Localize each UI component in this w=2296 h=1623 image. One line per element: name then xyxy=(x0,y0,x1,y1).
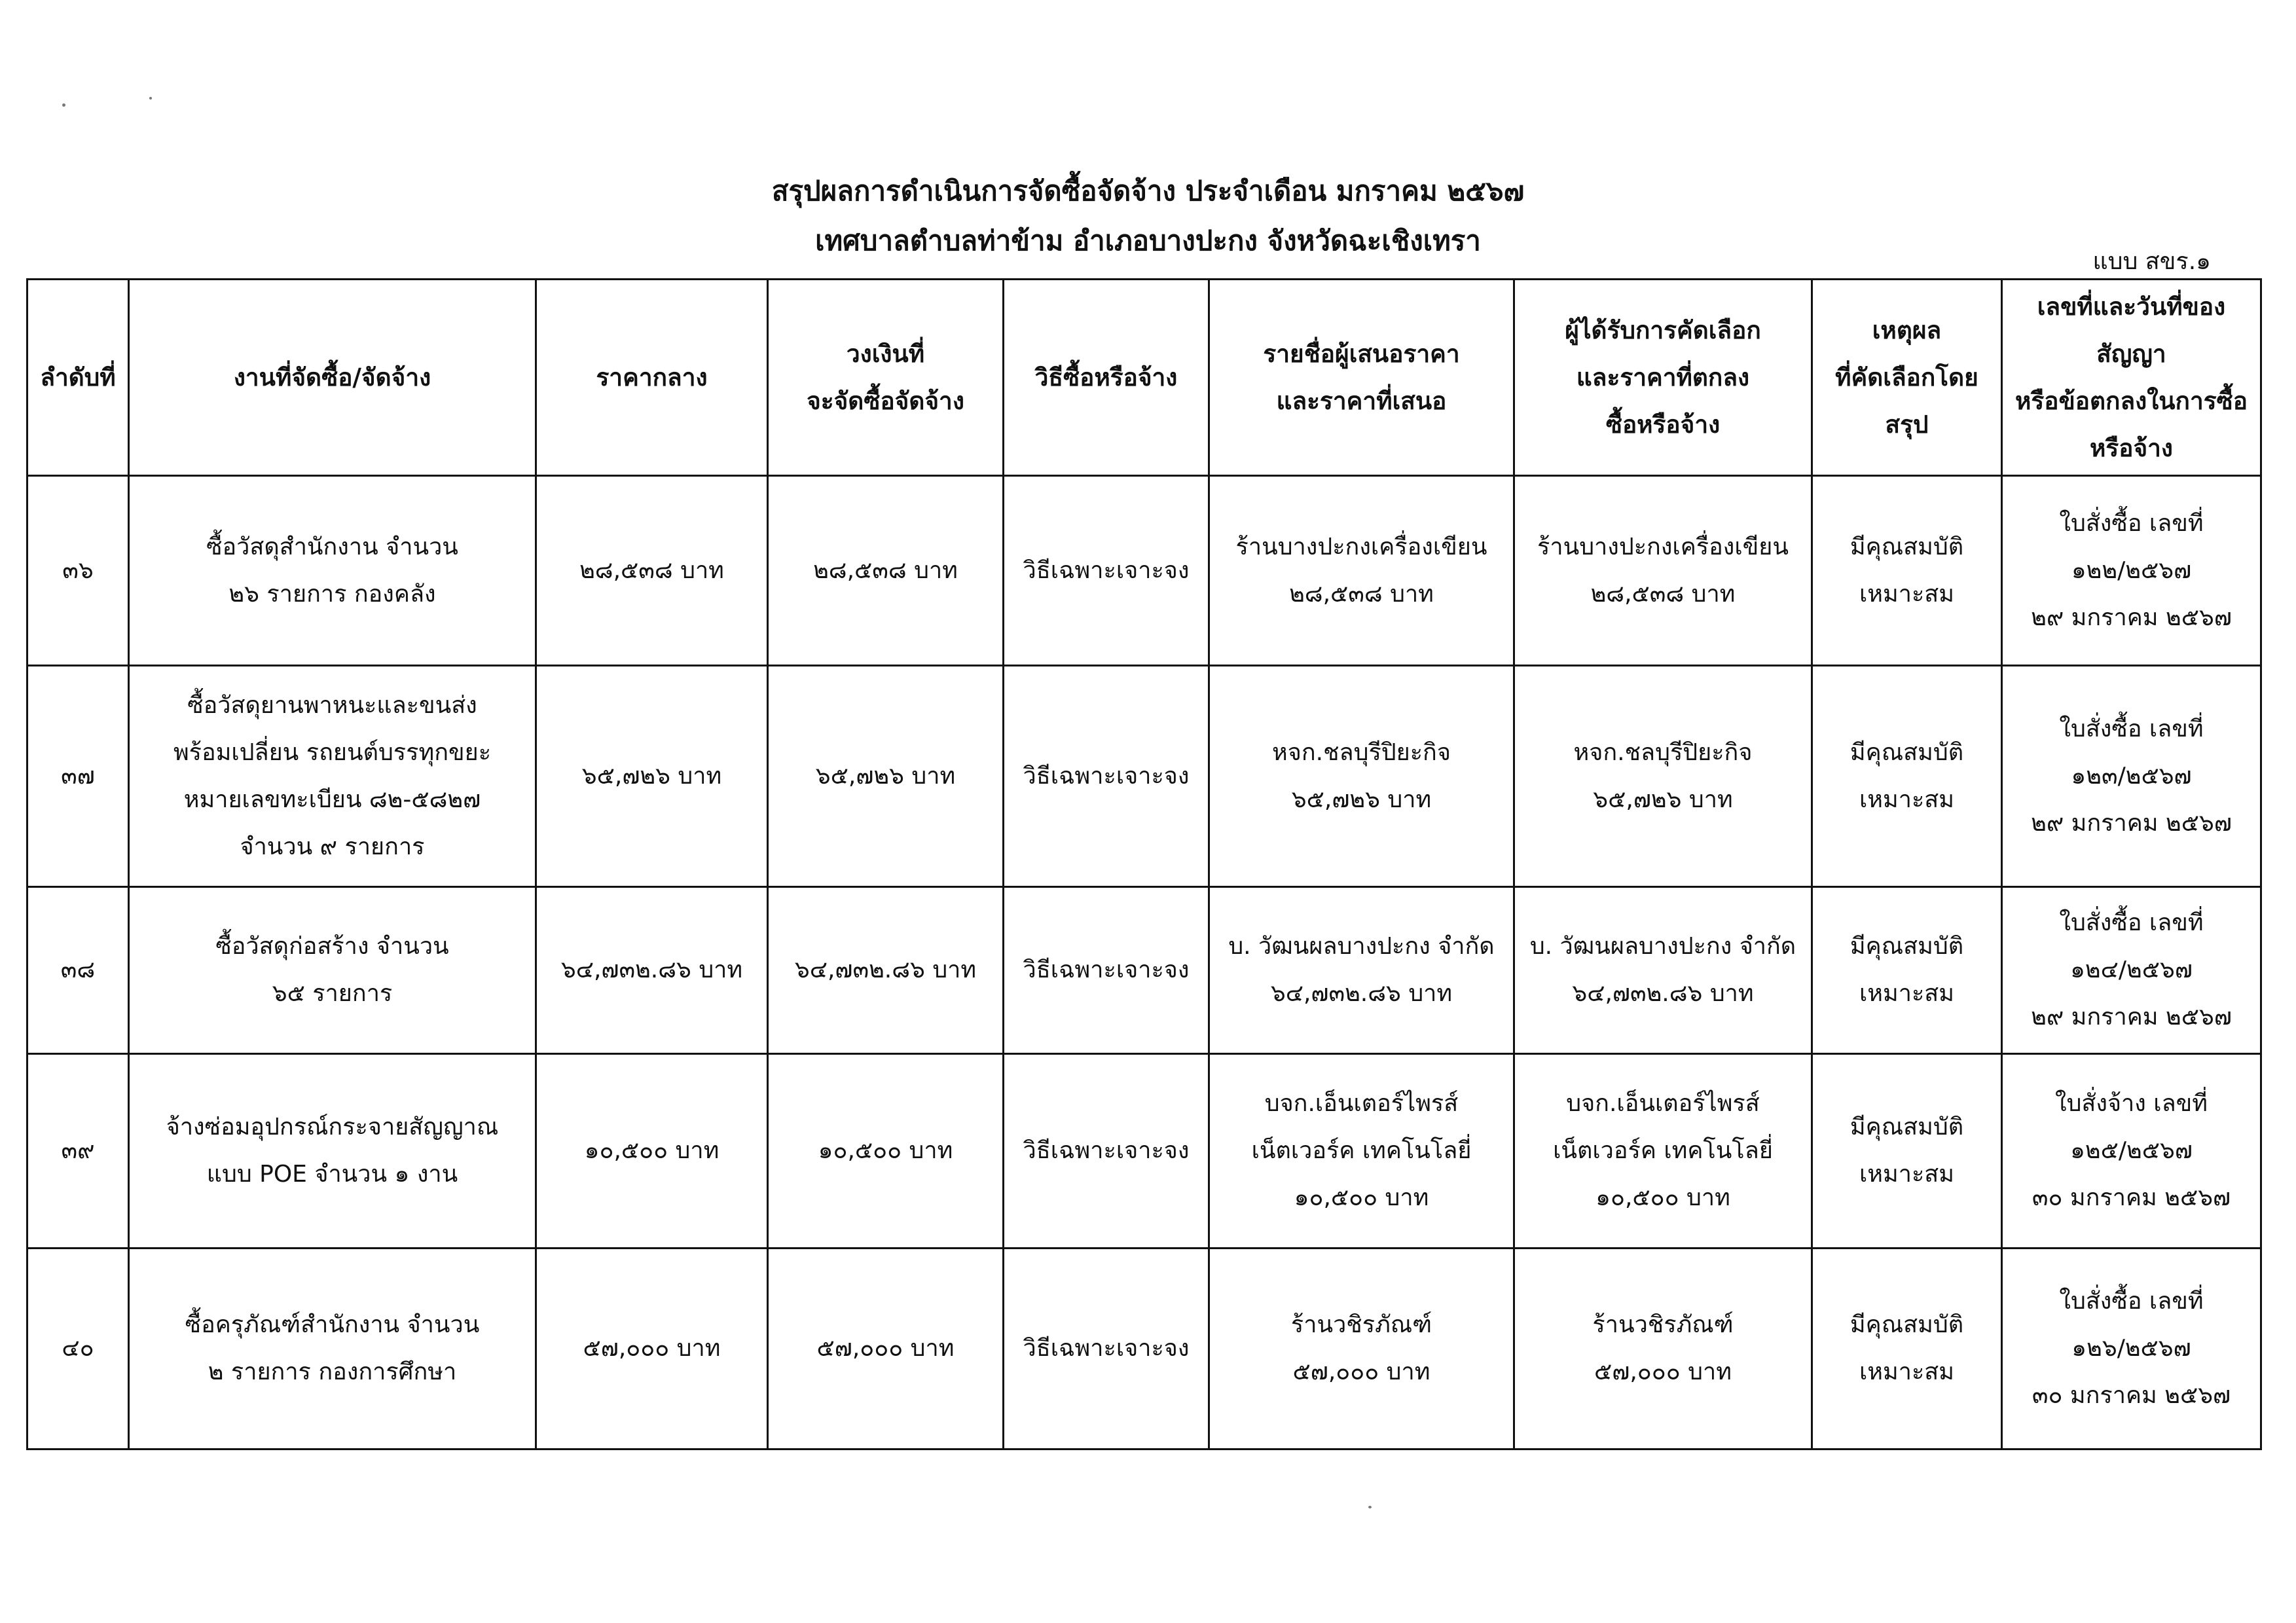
cell-line: ร้านบางปะกงเครื่องเขียน xyxy=(1537,533,1789,560)
cell-line: พร้อมเปลี่ยน รถยนต์บรรทุกขยะ xyxy=(173,739,492,766)
cell-line: หมายเลขทะเบียน ๘๒-๕๘๒๗ xyxy=(183,786,481,813)
cell-line: ๒๙ มกราคม ๒๕๖๗ xyxy=(2031,1004,2232,1030)
cell-line: เหมาะสม xyxy=(1859,580,1955,608)
header-line: สัญญา xyxy=(2096,339,2166,368)
table-row xyxy=(27,887,2261,1054)
contract-reference xyxy=(2002,1249,2261,1450)
selected-vendor xyxy=(1514,887,1812,1054)
procurement-method: วิธีเฉพาะเจาะจง xyxy=(1004,666,1209,887)
row-number: ๔๐ xyxy=(27,1249,129,1450)
header-line: เลขที่และวันที่ของ xyxy=(2037,292,2226,321)
contract-reference xyxy=(2002,666,2261,887)
cell-line: ๒๙ มกราคม ๒๕๖๗ xyxy=(2031,809,2232,837)
table-row xyxy=(27,1249,2261,1450)
cell-line: มีคุณสมบัติ xyxy=(1850,1311,1964,1338)
document-title: สรุปผลการดำเนินการจัดซื้อจัดจ้าง ประจำเดือน มกราคม ๒๕๖๗ xyxy=(771,175,1525,207)
cell-line: ๒๘,๕๓๘ บาท xyxy=(1590,580,1736,608)
row-number: ๓๗ xyxy=(27,666,129,887)
median-price: ๒๘,๕๓๘ บาท xyxy=(536,476,768,666)
selected-vendor xyxy=(1514,1249,1812,1450)
header-line: ผู้ได้รับการคัดเลือก xyxy=(1565,316,1761,344)
cell-line: ร้านวชิรภัณฑ์ xyxy=(1290,1311,1432,1338)
scan-speck xyxy=(149,97,152,100)
cell-line: บจก.เอ็นเตอร์ไพรส์ xyxy=(1264,1090,1459,1117)
cell-line: เน็ตเวอร์ค เทคโนโลยี่ xyxy=(1553,1137,1773,1164)
header-line: ซื้อหรือจ้าง xyxy=(1605,410,1721,439)
median-price: ๕๗,๐๐๐ บาท xyxy=(536,1249,768,1450)
row-number: ๓๘ xyxy=(27,887,129,1054)
header-contract xyxy=(2002,280,2261,476)
header-line: สรุป xyxy=(1885,410,1929,439)
table-row xyxy=(27,666,2261,887)
cell-line: ๖๕ รายการ xyxy=(272,980,393,1007)
cell-line: หจก.ชลบุรีปิยะกิจ xyxy=(1573,739,1753,766)
cell-line: ๓๐ มกราคม ๒๕๖๗ xyxy=(2032,1382,2231,1409)
bidders xyxy=(1209,1249,1514,1450)
contract-reference xyxy=(2002,476,2261,666)
cell-line: ซื้อวัสดุก่อสร้าง จำนวน xyxy=(215,933,449,960)
median-price: ๖๔,๗๓๒.๘๖ บาท xyxy=(536,887,768,1054)
selection-reason xyxy=(1812,1054,2002,1249)
table-row xyxy=(27,1054,2261,1249)
header-line: จะจัดซื้อจัดจ้าง xyxy=(807,386,964,415)
cell-line: ๑๒๕/๒๕๖๗ xyxy=(2070,1137,2193,1164)
cell-line: มีคุณสมบัติ xyxy=(1850,1114,1964,1140)
cell-line: ร้านวชิรภัณฑ์ xyxy=(1592,1311,1734,1338)
header-line: รายชื่อผู้เสนอราคา xyxy=(1263,339,1460,368)
cell-line: ๑๒๖/๒๕๖๗ xyxy=(2071,1335,2191,1362)
cell-line: บ. วัฒนผลบางปะกง จำกัด xyxy=(1529,933,1796,960)
selected-vendor xyxy=(1514,476,1812,666)
header-line: วิธีซื้อหรือจ้าง xyxy=(1034,363,1178,392)
budget: ๑๐,๕๐๐ บาท xyxy=(768,1054,1004,1249)
bidders xyxy=(1209,1054,1514,1249)
cell-line: เน็ตเวอร์ค เทคโนโลยี่ xyxy=(1251,1137,1472,1164)
cell-line: ร้านบางปะกงเครื่องเขียน xyxy=(1235,533,1487,560)
selected-vendor xyxy=(1514,1054,1812,1249)
header-reason xyxy=(1812,280,2002,476)
header-selected xyxy=(1514,280,1812,476)
bidders xyxy=(1209,887,1514,1054)
row-number: ๓๙ xyxy=(27,1054,129,1249)
cell-line: ใบสั่งจ้าง เลขที่ xyxy=(2054,1090,2208,1117)
document-subtitle: เทศบาลตำบลท่าข้าม อำเภอบางปะกง จังหวัดฉะเชิงเทรา xyxy=(815,225,1481,257)
item-description xyxy=(129,887,536,1054)
cell-line: ๑๒๓/๒๕๖๗ xyxy=(2071,762,2192,790)
contract-reference xyxy=(2002,887,2261,1054)
cell-line: แบบ POE จำนวน ๑ งาน xyxy=(206,1161,458,1188)
median-price: ๖๕,๗๒๖ บาท xyxy=(536,666,768,887)
cell-line: มีคุณสมบัติ xyxy=(1850,739,1964,766)
budget: ๖๕,๗๒๖ บาท xyxy=(768,666,1004,887)
header-line: วงเงินที่ xyxy=(846,339,925,368)
header-no xyxy=(27,280,129,476)
cell-line: ใบสั่งซื้อ เลขที่ xyxy=(2059,509,2204,537)
cell-line: ๒๙ มกราคม ๒๕๖๗ xyxy=(2031,604,2232,631)
row-number: ๓๖ xyxy=(27,476,129,666)
header-line: งานที่จัดซื้อ/จัดจ้าง xyxy=(233,363,431,392)
cell-line: ซื้อวัสดุยานพาหนะและขนส่ง xyxy=(187,691,477,719)
selection-reason xyxy=(1812,476,2002,666)
procurement-method: วิธีเฉพาะเจาะจง xyxy=(1004,476,1209,666)
bidders xyxy=(1209,666,1514,887)
cell-line: เหมาะสม xyxy=(1859,980,1955,1007)
cell-line: ๑๒๒/๒๕๖๗ xyxy=(2071,556,2192,584)
budget: ๒๘,๕๓๘ บาท xyxy=(768,476,1004,666)
cell-line: ๒๖ รายการ กองคลัง xyxy=(228,580,436,608)
cell-line: ๑๐,๕๐๐ บาท xyxy=(1595,1184,1730,1211)
cell-line: มีคุณสมบัติ xyxy=(1850,533,1964,560)
header-budget xyxy=(768,280,1004,476)
cell-line: บจก.เอ็นเตอร์ไพรส์ xyxy=(1566,1090,1760,1117)
cell-line: ใบสั่งซื้อ เลขที่ xyxy=(2059,909,2204,936)
header-line: และราคาที่เสนอ xyxy=(1276,386,1447,415)
item-description xyxy=(129,1054,536,1249)
cell-line: ๕๗,๐๐๐ บาท xyxy=(1292,1359,1430,1385)
cell-line: ซื้อครุภัณฑ์สำนักงาน จำนวน xyxy=(185,1311,480,1338)
item-description xyxy=(129,1249,536,1450)
header-method xyxy=(1004,280,1209,476)
header-line: และราคาที่ตกลง xyxy=(1576,363,1750,392)
cell-line: มีคุณสมบัติ xyxy=(1850,933,1964,960)
selection-reason xyxy=(1812,887,2002,1054)
cell-line: เหมาะสม xyxy=(1859,1359,1955,1385)
cell-line: ซื้อวัสดุสำนักงาน จำนวน xyxy=(206,533,458,560)
cell-line: ๓๐ มกราคม ๒๕๖๗ xyxy=(2032,1184,2231,1211)
selection-reason xyxy=(1812,666,2002,887)
selected-vendor xyxy=(1514,666,1812,887)
cell-line: ๑๐,๕๐๐ บาท xyxy=(1294,1184,1429,1211)
header-line: หรือข้อตกลงในการซื้อ xyxy=(2015,386,2248,415)
header-line: หรือจ้าง xyxy=(2089,433,2173,462)
scan-speck xyxy=(62,103,65,107)
median-price: ๑๐,๕๐๐ บาท xyxy=(536,1054,768,1249)
header-median-price xyxy=(536,280,768,476)
budget: ๕๗,๐๐๐ บาท xyxy=(768,1249,1004,1450)
table-header-row xyxy=(27,280,2261,476)
procurement-method: วิธีเฉพาะเจาะจง xyxy=(1004,1249,1209,1450)
cell-line: ๖๔,๗๓๒.๘๖ บาท xyxy=(1572,980,1754,1007)
bidders xyxy=(1209,476,1514,666)
header-line: เหตุผล xyxy=(1872,316,1942,344)
table-row xyxy=(27,476,2261,666)
header-line: ที่คัดเลือกโดย xyxy=(1835,363,1978,392)
header-line: ราคากลาง xyxy=(596,363,708,392)
cell-line: ๒ รายการ กองการศึกษา xyxy=(208,1359,457,1385)
cell-line: ๖๔,๗๓๒.๘๖ บาท xyxy=(1270,980,1453,1007)
cell-line: ๖๕,๗๒๖ บาท xyxy=(1593,786,1733,813)
header-item xyxy=(129,280,536,476)
cell-line: เหมาะสม xyxy=(1859,1161,1955,1188)
cell-line: จ้างซ่อมอุปกรณ์กระจายสัญญาณ xyxy=(166,1114,499,1140)
cell-line: ๑๒๔/๒๕๖๗ xyxy=(2070,957,2193,983)
cell-line: ๒๘,๕๓๘ บาท xyxy=(1289,580,1434,608)
cell-line: ใบสั่งซื้อ เลขที่ xyxy=(2059,715,2204,742)
header-line: ลำดับที่ xyxy=(40,363,116,392)
cell-line: จำนวน ๙ รายการ xyxy=(240,833,425,860)
form-code: แบบ สขร.๑ xyxy=(2092,248,2211,275)
cell-line: บ. วัฒนผลบางปะกง จำกัด xyxy=(1228,933,1495,960)
cell-line: ๕๗,๐๐๐ บาท xyxy=(1594,1359,1732,1385)
contract-reference xyxy=(2002,1054,2261,1249)
budget: ๖๔,๗๓๒.๘๖ บาท xyxy=(768,887,1004,1054)
selection-reason xyxy=(1812,1249,2002,1450)
cell-line: หจก.ชลบุรีปิยะกิจ xyxy=(1272,739,1451,766)
cell-line: ๖๕,๗๒๖ บาท xyxy=(1291,786,1432,813)
item-description xyxy=(129,476,536,666)
cell-line: ใบสั่งซื้อ เลขที่ xyxy=(2059,1288,2204,1315)
cell-line: เหมาะสม xyxy=(1859,786,1955,813)
item-description xyxy=(129,666,536,887)
procurement-method: วิธีเฉพาะเจาะจง xyxy=(1004,1054,1209,1249)
procurement-table xyxy=(26,278,2262,1450)
scan-speck xyxy=(1368,1506,1372,1508)
procurement-method: วิธีเฉพาะเจาะจง xyxy=(1004,887,1209,1054)
header-bidders xyxy=(1209,280,1514,476)
